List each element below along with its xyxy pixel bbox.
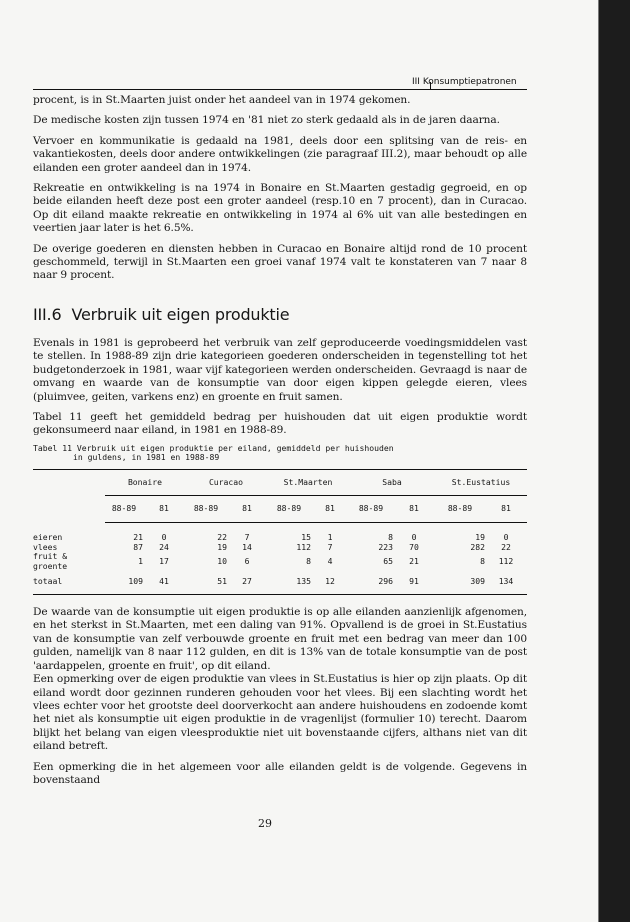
header-spacer [33, 470, 105, 495]
year-header-row [33, 495, 527, 522]
table-cell: 21 [133, 532, 143, 543]
table-caption [33, 444, 527, 463]
island-header: Curacao [208, 476, 244, 487]
table-cell: 0 [411, 532, 417, 543]
table-cell: 21 [409, 556, 419, 567]
consumption-table [33, 469, 527, 595]
table-cell: 282 [470, 541, 485, 552]
table-cell: 7 [327, 541, 333, 552]
page-number: 29 [258, 817, 272, 830]
table-cell: 112 [498, 556, 514, 567]
bottom-rule-cell [33, 594, 527, 595]
table-cell: 27 [242, 576, 252, 587]
paragraph: Een opmerking over de eigen produktie van vlees in St.Eustatius is hier op zijn plaats. Op dit eiland wordt door gezinnen runderen gehouden voor het vlees. Bij een slachting wordt het vlees echter voor het grootste deel doorverkocht aan andere huishoudens en zodoende komt het niet als konsumptie uit eigen produktie in de vragenlijst (formulier 10) terecht. Daarom blijkt het belang van eigen vleesproduktie niet uit bovenstaande cijfers, althans niet van dit eiland betreft. [33, 673, 527, 753]
running-head: III Konsumptiepatronen [412, 77, 517, 87]
table-caption-line: Tabel 11 Verbruik uit eigen produktie per eiland, gemiddeld per huishouden [33, 442, 394, 453]
page-content [33, 94, 527, 794]
year-header: 88-89 [358, 502, 384, 513]
paragraph: Evenals in 1981 is geprobeerd het verbruik van zelf geproduceerde voedingsmiddelen vast te stellen. In 1988-89 zijn drie kategorieen goederen onderscheiden in tegenstelling tot het budgetonderzoek in 1981, waar vijf kategorieen werden onderscheiden. Gevraagd is naar de omvang en waarde van de konsumptie van door eigen kippen gelegde eieren, vlees (pluimvee, geiten, varkens enz) en groente en fruit samen. [33, 336, 527, 403]
table-cell: 22 [501, 541, 511, 552]
table-cell: 0 [503, 532, 509, 543]
year-header: 81 [242, 502, 252, 513]
island-header: Bonaire [127, 476, 163, 487]
table-cell: 22 [217, 532, 227, 543]
year-header: 88-89 [276, 502, 302, 513]
table-cell: 8 [306, 556, 311, 567]
table-cell: 87 [133, 541, 143, 552]
table-cell: 4 [327, 556, 333, 567]
table-cell: 309 [470, 576, 485, 587]
table-cell: 8 [388, 532, 393, 543]
paragraph: De overige goederen en diensten hebben in Curacao en Bonaire altijd rond de 10 procent geschommeld, terwijl in St.Maarten een groei vanaf 1974 valt te konstateren van 7 naar 8 naar 9 procent. [33, 242, 527, 282]
table-cell: 65 [383, 556, 393, 567]
table-total-row [33, 571, 527, 594]
table-row [33, 523, 527, 543]
table-cell: 14 [242, 541, 252, 552]
section-number: III.6 [33, 304, 62, 324]
row-label: fruit & groente [33, 551, 68, 571]
table-row [33, 543, 527, 553]
year-header: 88-89 [111, 502, 137, 513]
table-cell: 1 [138, 556, 143, 567]
table-cell: 70 [409, 541, 419, 552]
table-cell: 223 [378, 541, 393, 552]
table-cell: 17 [159, 556, 169, 567]
island-header: St.Maarten [283, 476, 333, 487]
table-cell: 112 [296, 541, 311, 552]
paragraph: Vervoer en kommunikatie is gedaald na 1981, deels door een splitsing van de reis- en vakantiekosten, deels door andere ontwikkelingen (zie paragraaf III.2), maar behoudt op alle eilanden een groter aandeel dan in 1974. [33, 134, 527, 174]
header-spacer [33, 495, 105, 522]
table-cell: 51 [217, 576, 227, 587]
year-header: 81 [325, 502, 335, 513]
table-cell: 1 [327, 532, 333, 543]
year-header: 88-89 [193, 502, 219, 513]
table-cell: 19 [217, 541, 227, 552]
paragraph: De waarde van de konsumptie uit eigen produktie is op alle eilanden aanzienlijk afgenomen, en het sterkst in St.Maarten, met een daling van 91%. Opvallend is de groei in St.Eustatius van de konsumptie van zelf verbouwde groente en fruit met een bedrag van meer dan 100 gulden, namelijk van 8 naar 112 gulden, en dit is 13% van de totale konsumptie van de post 'aardappelen, groente en fruit', op dit eiland. [33, 606, 527, 672]
row-label: totaal [33, 576, 63, 587]
table-cell: 135 [296, 576, 311, 587]
table-cell: 6 [244, 556, 250, 567]
table-cell: 41 [159, 576, 169, 587]
island-header: St.Eustatius [451, 476, 511, 487]
table-row [33, 552, 527, 571]
year-header: 81 [159, 502, 169, 513]
paragraph: procent, is in St.Maarten juist onder het aandeel van in 1974 gekomen. [33, 94, 411, 106]
island-header-row [33, 470, 527, 495]
table-cell: 15 [301, 532, 311, 543]
year-header: 81 [501, 502, 511, 513]
table-cell: 19 [475, 532, 485, 543]
island-header: Saba [382, 476, 402, 487]
table-cell: 12 [325, 576, 335, 587]
header-rule [33, 89, 527, 90]
year-header: 88-89 [447, 502, 473, 513]
row-label: vlees [33, 541, 58, 552]
table-cell: 134 [498, 576, 514, 587]
table-bottom-rule [33, 594, 527, 595]
table-cell: 0 [161, 532, 167, 543]
section-title: Verbruik uit eigen produktie [71, 304, 290, 324]
paragraph: Tabel 11 geeft het gemiddeld bedrag per huishouden dat uit eigen produktie wordt gekonsumeerd naar eiland, in 1981 en 1988-89. [33, 410, 527, 437]
table-cell: 7 [244, 532, 250, 543]
table-cell: 296 [378, 576, 393, 587]
table-cell: 24 [159, 541, 169, 552]
table-caption-line: in guldens, in 1981 en 1988-89 [73, 452, 220, 463]
table-cell: 91 [409, 576, 419, 587]
section-heading [33, 305, 527, 324]
paragraph: Een opmerking die in het algemeen voor alle eilanden geldt is de volgende. Gegevens in bovenstaand [33, 760, 527, 786]
paragraph: Rekreatie en ontwikkeling is na 1974 in Bonaire en St.Maarten gestadig gegroeid, en op beide eilanden heeft deze post een groter aandeel (resp.10 en 7 procent), dan in Curacao. Op dit eiland maakte rekreatie en ontwikkeling in 1974 al 6% uit van alle bestedingen en veertien jaar later is het 6.5%. [33, 182, 527, 235]
year-header: 81 [409, 502, 419, 513]
table-cell: 109 [128, 576, 143, 587]
table-cell: 8 [480, 556, 485, 567]
table-cell: 10 [217, 556, 227, 567]
paragraph: De medische kosten zijn tussen 1974 en '81 niet zo sterk gedaald als in de jaren daarna. [33, 114, 500, 127]
row-label: eieren [33, 531, 63, 542]
